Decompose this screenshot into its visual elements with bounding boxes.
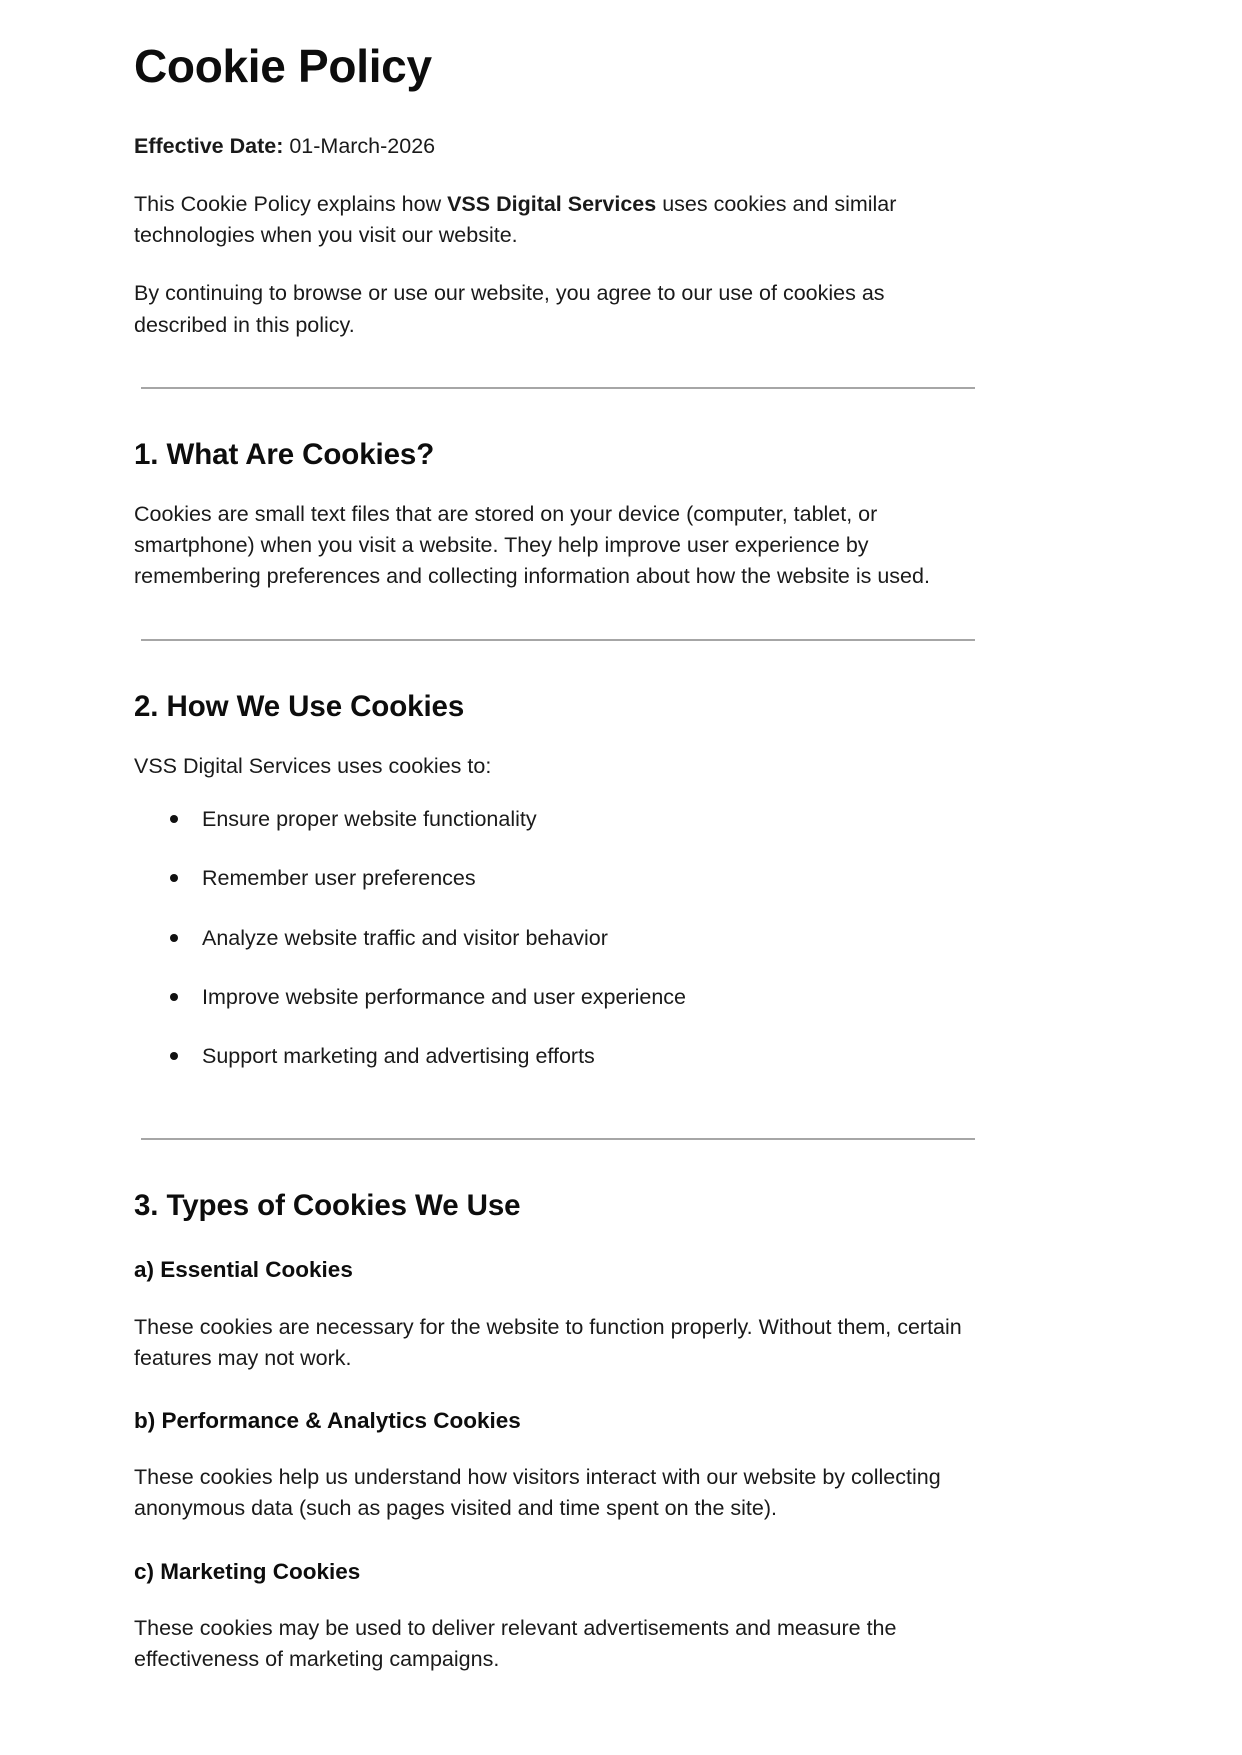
- section-heading-3: 3. Types of Cookies We Use: [134, 1189, 521, 1223]
- subsection-heading-a: a) Essential Cookies: [134, 1257, 353, 1283]
- subsection-b-body: These cookies help us understand how visitors interact with our website by collecting anonymous data (such as pages visited and time spent on the site).: [134, 1465, 941, 1521]
- bullet-dot-icon: [170, 993, 178, 1001]
- section-heading-2: 2. How We Use Cookies: [134, 689, 465, 723]
- company-name: VSS Digital Services: [447, 192, 657, 217]
- section-divider-2-wrap: [134, 593, 1074, 641]
- subsection-heading-b: b) Performance & Analytics Cookies: [134, 1408, 521, 1434]
- effective-date-line: [134, 93, 1074, 162]
- intro-p1-before: This Cookie Policy explains how: [134, 192, 448, 217]
- subsection-c-body: These cookies may be used to deliver relevant advertisements and measure the effectiveness of marketing campaigns.: [134, 1615, 897, 1672]
- subsection-a-body: These cookies are necessary for the website to function properly. Without them, certain features may not work.: [134, 1314, 962, 1370]
- list-item: [134, 1041, 1074, 1072]
- effective-date-label: Effective Date:: [134, 133, 284, 158]
- section-2-lead: VSS Digital Services uses cookies to:: [134, 754, 492, 779]
- section-heading-1: 1. What Are Cookies?: [134, 437, 435, 471]
- list-item-label: Support marketing and advertising efforts: [202, 1043, 595, 1068]
- bullet-dot-icon: [170, 874, 178, 882]
- list-item: [134, 982, 1074, 1013]
- intro-paragraph-2: By continuing to browse or use our website, you agree to our use of cookies as described in this policy.: [134, 281, 885, 337]
- list-item-label: Analyze website traffic and visitor behavior: [202, 925, 608, 950]
- bullet-dot-icon: [170, 815, 178, 823]
- intro-p1-after: uses cookies and similar technologies when you visit our website.: [134, 192, 897, 248]
- bullet-dot-icon: [170, 934, 178, 942]
- list-item-label: Remember user preferences: [202, 866, 476, 891]
- section-divider-1-wrap: [134, 341, 1074, 389]
- list-item: [134, 863, 1074, 894]
- document-content: [134, 0, 1074, 1675]
- list-item: [134, 923, 1074, 954]
- section-1-body: Cookies are small text files that are stored on your device (computer, tablet, or smartphone) when you visit a website. They help improve user experience by remembering preferences and collecting information about how the website is used.: [134, 502, 930, 589]
- list-item: [134, 804, 1074, 835]
- bullet-dot-icon: [170, 1052, 178, 1060]
- how-we-use-cookies-list: [134, 782, 1074, 1072]
- list-item-label: Ensure proper website functionality: [202, 807, 537, 832]
- page-title: Cookie Policy: [134, 40, 432, 92]
- subsection-heading-c: c) Marketing Cookies: [134, 1558, 361, 1584]
- intro-paragraph-1: [134, 162, 934, 251]
- section-divider-3-wrap: [134, 1072, 1074, 1140]
- effective-date-value: 01-March-2026: [283, 133, 436, 158]
- list-item-label: Improve website performance and user experience: [202, 984, 687, 1009]
